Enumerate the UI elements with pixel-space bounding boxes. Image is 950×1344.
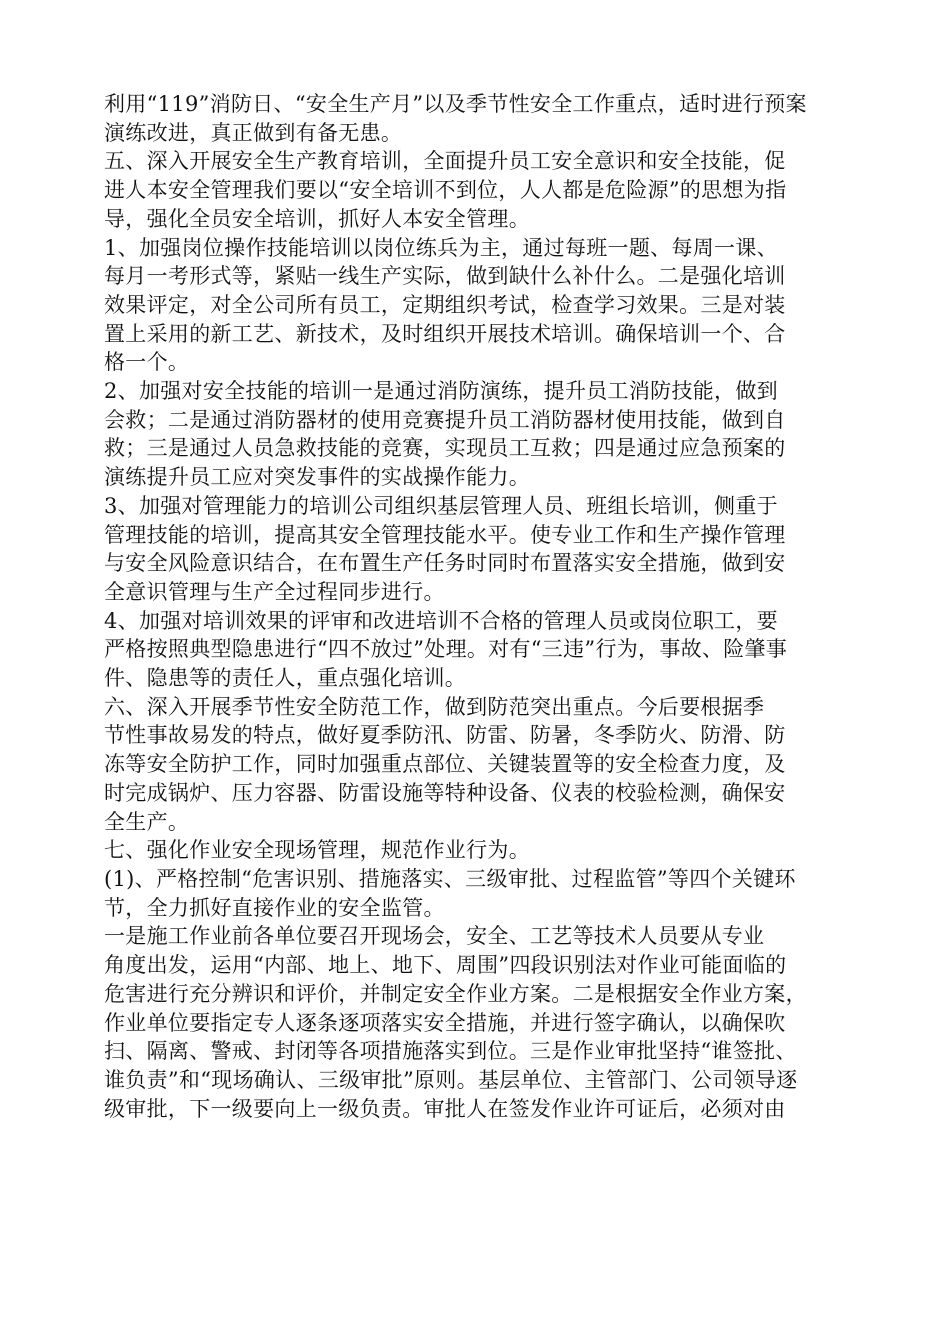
text-line: 件、隐患等的责任人，重点强化培训。 bbox=[104, 666, 467, 691]
text-line: 置上采用的新工艺、新技术，及时组织开展技术培训。确保培训一个、合 bbox=[104, 321, 786, 346]
text-line: 进人本安全管理我们要以“安全培训不到位，人人都是危险源”的思想为指 bbox=[104, 178, 787, 203]
text-line: 导，强化全员安全培训，抓好人本安全管理。 bbox=[104, 206, 530, 231]
paragraph-work-procedure bbox=[104, 922, 864, 1123]
paragraph-item-1 bbox=[104, 234, 864, 378]
text-line: 管理技能的培训，提高其安全管理技能水平。使专业工作和生产操作管理 bbox=[104, 522, 786, 547]
paragraph-fire-drill bbox=[104, 90, 864, 147]
text-line: 效果评定，对全公司所有员工，定期组织考试，检查学习效果。三是对装 bbox=[104, 292, 786, 317]
text-line: 危害进行充分辨识和评价，并制定安全作业方案。二是根据安全作业方案， bbox=[104, 981, 807, 1006]
paragraph-section-six bbox=[104, 693, 864, 837]
text-line: 利用“119”消防日、“安全生产月”以及季节性安全工作重点，适时进行预案 bbox=[104, 92, 807, 116]
text-line: 冻等安全防护工作，同时加强重点部位、关键装置等的安全检查力度，及 bbox=[104, 752, 786, 777]
text-line: 全意识管理与生产全过程同步进行。 bbox=[104, 579, 445, 604]
text-line: 节，全力抓好直接作业的安全监管。 bbox=[104, 895, 445, 920]
paragraph-subitem-1 bbox=[104, 865, 864, 922]
text-line: 会救；二是通过消防器材的使用竞赛提升员工消防器材使用技能，做到自 bbox=[104, 407, 786, 432]
text-line: 3、加强对管理能力的培训公司组织基层管理人员、班组长培训，侧重于 bbox=[104, 493, 778, 518]
text-line: 角度出发，运用“内部、地上、地下、周围”四段识别法对作业可能面临的 bbox=[104, 953, 787, 978]
text-line: 七、强化作业安全现场管理，规范作业行为。 bbox=[104, 838, 530, 863]
paragraph-item-3 bbox=[104, 492, 864, 607]
paragraph-item-4 bbox=[104, 607, 864, 693]
text-line: 全生产。 bbox=[104, 809, 190, 834]
text-line: 级审批，下一级要向上一级负责。审批人在签发作业许可证后，必须对由 bbox=[104, 1096, 786, 1121]
text-line: 救；三是通过人员急救技能的竞赛，实现员工互救；四是通过应急预案的 bbox=[104, 436, 786, 461]
document-body bbox=[104, 90, 864, 1123]
text-line: 演练改进，真正做到有备无患。 bbox=[104, 120, 403, 145]
text-line: 与安全风险意识结合，在布置生产任务时同时布置落实安全措施，做到安 bbox=[104, 551, 786, 576]
text-line: 六、深入开展季节性安全防范工作，做到防范突出重点。今后要根据季 bbox=[104, 694, 765, 719]
text-line: 时完成锅炉、压力容器、防雷设施等特种设备、仪表的校验检测，确保安 bbox=[104, 780, 786, 805]
text-line: 作业单位要指定专人逐条逐项落实安全措施，并进行签字确认，以确保吹 bbox=[104, 1010, 786, 1035]
text-line: 谁负责”和“现场确认、三级审批”原则。基层单位、主管部门、公司领导逐 bbox=[104, 1067, 798, 1092]
text-line: 五、深入开展安全生产教育培训，全面提升员工安全意识和安全技能，促 bbox=[104, 149, 786, 174]
text-line: 1、加强岗位操作技能培训以岗位练兵为主，通过每班一题、每周一课、 bbox=[104, 235, 778, 260]
text-line: 每月一考形式等，紧贴一线生产实际，做到缺什么补什么。二是强化培训 bbox=[104, 264, 786, 289]
text-line: 节性事故易发的特点，做好夏季防汛、防雷、防暑，冬季防火、防滑、防 bbox=[104, 723, 786, 748]
text-line: (1)、严格控制“危害识别、措施落实、三级审批、过程监管”等四个关键环 bbox=[104, 866, 796, 891]
text-line: 演练提升员工应对突发事件的实战操作能力。 bbox=[104, 465, 530, 490]
paragraph-section-five-heading bbox=[104, 147, 864, 233]
text-line: 一是施工作业前各单位要召开现场会，安全、工艺等技术人员要从专业 bbox=[104, 924, 765, 949]
text-line: 格一个。 bbox=[104, 350, 190, 375]
paragraph-section-seven-heading bbox=[104, 836, 864, 865]
text-line: 扫、隔离、警戒、封闭等各项措施落实到位。三是作业审批坚持“谁签批、 bbox=[104, 1039, 797, 1064]
text-line: 2、加强对安全技能的培训一是通过消防演练，提升员工消防技能，做到 bbox=[104, 379, 778, 404]
text-line: 4、加强对培训效果的评审和改进培训不合格的管理人员或岗位职工，要 bbox=[104, 608, 778, 633]
text-line: 严格按照典型隐患进行“四不放过”处理。对有“三违”行为，事故、险肇事 bbox=[104, 637, 788, 662]
paragraph-item-2 bbox=[104, 377, 864, 492]
